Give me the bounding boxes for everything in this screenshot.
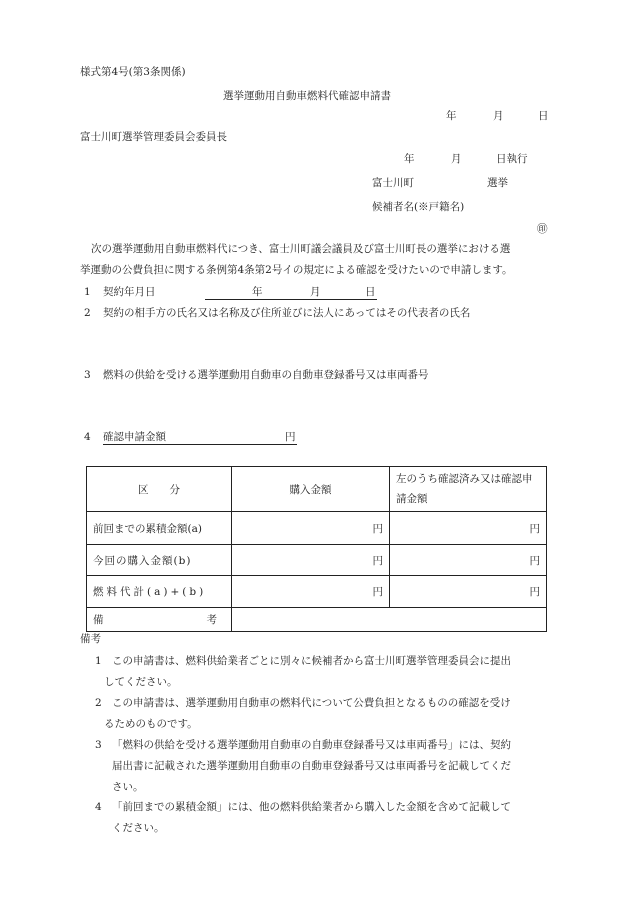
item-3-number: 3 <box>84 369 91 381</box>
document-title: 選挙運動用自動車燃料代確認申請書 <box>223 90 391 102</box>
note-2-number: 2 <box>95 697 102 709</box>
contract-day-label: 日 <box>365 286 376 298</box>
purchase-amount-cell[interactable]: 円 <box>232 545 390 576</box>
row-label: 今回の購入金額(b) <box>87 545 232 576</box>
form-number: 様式第4号(第3条関係) <box>80 66 186 78</box>
remarks-label-right: 考 <box>206 614 217 626</box>
row-label: 前回までの累積金額(a) <box>87 512 232 545</box>
item-4-number: 4 <box>84 431 91 443</box>
contract-year-label: 年 <box>252 286 263 298</box>
header-confirmed-amount: 左のうち確認済み又は確認申請金額 <box>390 467 547 512</box>
addressee: 富士川町選挙管理委員会委員長 <box>80 131 227 143</box>
election-year-label: 年 <box>404 153 415 165</box>
remarks-field[interactable] <box>232 608 547 632</box>
date-year-label: 年 <box>446 110 457 122</box>
confirmed-amount-cell[interactable]: 円 <box>390 545 547 576</box>
intro-line-2: 挙運動の公費負担に関する条例第4条第2号イの規定による確認を受けたいので申請します。 <box>80 264 513 276</box>
notes-heading: 備考 <box>80 633 101 645</box>
purchase-amount-cell[interactable]: 円 <box>232 576 390 608</box>
item-3-label: 燃料の供給を受ける選挙運動用自動車の自動車登録番号又は車両番号 <box>103 369 429 381</box>
table-row <box>87 545 547 576</box>
contract-date-field[interactable] <box>205 286 377 300</box>
date-month-label: 月 <box>493 110 504 122</box>
confirmed-amount-cell[interactable]: 円 <box>390 576 547 608</box>
table-row <box>87 576 547 608</box>
note-1-line-1: この申請書は、燃料供給業者ごとに別々に候補者から富士川町選挙管理委員会に提出 <box>112 655 511 667</box>
note-3-line-2: 届出書に記載された選挙運動用自動車の自動車登録番号又は車両番号を記載してくだ <box>112 760 511 772</box>
date-day-label: 日 <box>538 110 549 122</box>
contract-month-label: 月 <box>310 286 321 298</box>
remarks-label-left: 備 <box>93 614 104 626</box>
item-2-number: 2 <box>84 307 91 319</box>
purchase-amount-cell[interactable]: 円 <box>232 512 390 545</box>
note-1-number: 1 <box>95 655 102 667</box>
election-day-exec-label: 日執行 <box>496 153 528 165</box>
amount-unit: 円 <box>285 431 296 443</box>
note-4-number: 4 <box>95 801 102 813</box>
application-amount-field[interactable] <box>103 431 297 445</box>
header-category: 区 分 <box>87 467 232 512</box>
note-2-line-1: この申請書は、選挙運動用自動車の燃料代について公費負担となるものの確認を受け <box>112 697 511 709</box>
confirmed-amount-cell[interactable]: 円 <box>390 512 547 545</box>
intro-line-1: 次の選挙運動用自動車燃料代につき、富士川町議会議員及び富士川町長の選挙における選 <box>91 243 511 255</box>
header-purchase-amount: 購入金額 <box>232 467 390 512</box>
note-4-line-2: ください。 <box>112 822 165 834</box>
election-label: 選挙 <box>487 177 508 189</box>
election-month-label: 月 <box>451 153 462 165</box>
remarks-label-cell <box>87 608 232 632</box>
note-3-line-1: 「燃料の供給を受ける選挙運動用自動車の自動車登録番号又は車両番号」には、契約 <box>112 739 511 751</box>
candidate-name-label: 候補者名(※戸籍名) <box>372 201 465 213</box>
note-4-line-1: 「前回までの累積金額」には、他の燃料供給業者から購入した金額を含めて記載して <box>112 801 511 813</box>
note-3-number: 3 <box>95 739 102 751</box>
remarks-row <box>87 608 547 632</box>
item-1-number: 1 <box>84 286 91 298</box>
item-4-label: 確認申請金額 <box>103 431 166 443</box>
row-label: 燃料代計(a)+(b) <box>87 576 232 608</box>
fuel-cost-table <box>86 466 547 632</box>
note-1-line-2: してください。 <box>104 676 178 688</box>
note-3-line-3: さい。 <box>112 781 144 793</box>
seal-mark: ㊞ <box>537 223 548 235</box>
town-name: 富士川町 <box>372 177 414 189</box>
table-row <box>87 512 547 545</box>
item-2-label: 契約の相手方の氏名又は名称及び住所並びに法人にあってはその代表者の氏名 <box>103 307 471 319</box>
item-1-label: 契約年月日 <box>103 286 156 298</box>
note-2-line-2: るためのものです。 <box>104 718 198 730</box>
